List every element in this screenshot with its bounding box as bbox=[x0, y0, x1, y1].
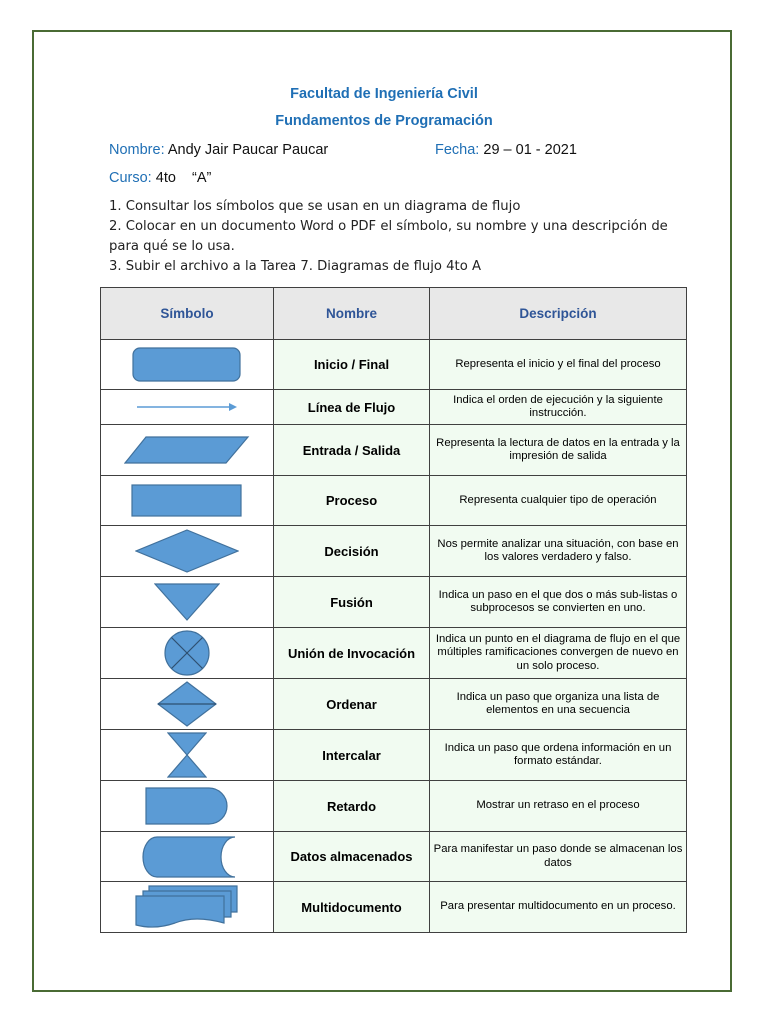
symbol-cell bbox=[101, 730, 274, 781]
symbol-cell bbox=[101, 832, 274, 882]
stored-data-icon bbox=[137, 836, 237, 878]
symbol-name: Decisión bbox=[274, 526, 430, 577]
header-symbol: Símbolo bbox=[101, 288, 274, 340]
symbol-cell bbox=[101, 781, 274, 832]
symbol-description: Indica un paso que organiza una lista de elementos en una secuencia bbox=[430, 679, 687, 730]
table-row bbox=[101, 390, 687, 425]
symbol-description: Indica un punto en el diagrama de flujo en el que múltiples ramificaciones convergen de nuevo en un solo proceso. bbox=[430, 628, 687, 679]
symbol-description: Mostrar un retraso en el proceso bbox=[430, 781, 687, 832]
symbol-cell bbox=[101, 340, 274, 390]
table-row bbox=[101, 425, 687, 476]
instruction-1: 1. Consultar los símbolos que se usan en un diagrama de flujo bbox=[109, 199, 521, 214]
header-name: Nombre bbox=[274, 288, 430, 340]
symbol-name: Fusión bbox=[274, 577, 430, 628]
symbol-cell bbox=[101, 390, 274, 425]
symbol-description: Para manifestar un paso donde se almacenan los datos bbox=[430, 832, 687, 882]
symbol-cell bbox=[101, 425, 274, 476]
table-row bbox=[101, 628, 687, 679]
course-title: Fundamentos de Programación bbox=[275, 113, 493, 129]
date-label: Fecha: bbox=[435, 142, 480, 158]
table-row bbox=[101, 526, 687, 577]
parallelogram-icon bbox=[124, 436, 250, 464]
date-line bbox=[435, 142, 577, 158]
faculty-title: Facultad de Ingeniería Civil bbox=[290, 86, 478, 102]
table-header-row bbox=[101, 288, 687, 340]
delay-icon bbox=[145, 787, 229, 825]
symbol-description: Indica un paso que ordena información en un formato estándar. bbox=[430, 730, 687, 781]
split-diamond-icon bbox=[157, 681, 217, 727]
student-name-line bbox=[109, 142, 328, 158]
symbol-description: Representa el inicio y el final del proceso bbox=[430, 340, 687, 390]
curso-label: Curso: bbox=[109, 170, 152, 186]
symbol-name: Inicio / Final bbox=[274, 340, 430, 390]
symbol-cell bbox=[101, 577, 274, 628]
table-row bbox=[101, 730, 687, 781]
symbol-description: Representa cualquier tipo de operación bbox=[430, 476, 687, 526]
table-row bbox=[101, 340, 687, 390]
symbols-table bbox=[100, 287, 687, 933]
symbol-name: Retardo bbox=[274, 781, 430, 832]
circle-x-icon bbox=[163, 629, 211, 677]
multi-document-icon bbox=[135, 885, 239, 929]
name-value: Andy Jair Paucar Paucar bbox=[167, 142, 329, 158]
symbol-name: Unión de Invocación bbox=[274, 628, 430, 679]
rectangle-icon bbox=[131, 484, 243, 518]
symbol-name: Intercalar bbox=[274, 730, 430, 781]
symbol-name: Multidocumento bbox=[274, 882, 430, 933]
symbol-description: Nos permite analizar una situación, con base en los valores verdadero y falso. bbox=[430, 526, 687, 577]
symbol-cell bbox=[101, 526, 274, 577]
name-label: Nombre: bbox=[109, 142, 165, 158]
instructions bbox=[109, 197, 669, 277]
header-description: Descripción bbox=[430, 288, 687, 340]
symbol-name: Entrada / Salida bbox=[274, 425, 430, 476]
table-row bbox=[101, 577, 687, 628]
symbol-cell bbox=[101, 628, 274, 679]
table-row bbox=[101, 882, 687, 933]
arrow-line-icon bbox=[135, 401, 239, 413]
instruction-3: 3. Subir el archivo a la Tarea 7. Diagramas de flujo 4to A bbox=[109, 259, 481, 274]
symbol-description: Representa la lectura de datos en la entrada y la impresión de salida bbox=[430, 425, 687, 476]
curso-line bbox=[109, 170, 211, 186]
table-row bbox=[101, 781, 687, 832]
rounded-rectangle-icon bbox=[132, 347, 242, 383]
table-row bbox=[101, 679, 687, 730]
instruction-2: 2. Colocar en un documento Word o PDF el símbolo, su nombre y una descripción de para qué se lo usa. bbox=[109, 219, 668, 254]
table-row bbox=[101, 476, 687, 526]
symbol-description: Indica el orden de ejecución y la siguiente instrucción. bbox=[430, 390, 687, 425]
symbol-name: Proceso bbox=[274, 476, 430, 526]
symbol-name: Ordenar bbox=[274, 679, 430, 730]
curso-value: 4to “A” bbox=[155, 170, 212, 186]
table-row bbox=[101, 832, 687, 882]
date-value: 29 – 01 - 2021 bbox=[483, 142, 577, 158]
inverted-triangle-icon bbox=[154, 583, 220, 621]
symbol-description: Para presentar multidocumento en un proceso. bbox=[430, 882, 687, 933]
symbol-cell bbox=[101, 679, 274, 730]
hourglass-icon bbox=[167, 732, 207, 778]
symbol-cell bbox=[101, 476, 274, 526]
symbol-description: Indica un paso en el que dos o más sub-listas o subprocesos se convierten en uno. bbox=[430, 577, 687, 628]
diamond-icon bbox=[135, 529, 239, 573]
symbol-cell bbox=[101, 882, 274, 933]
symbol-name: Línea de Flujo bbox=[274, 390, 430, 425]
symbol-name: Datos almacenados bbox=[274, 832, 430, 882]
